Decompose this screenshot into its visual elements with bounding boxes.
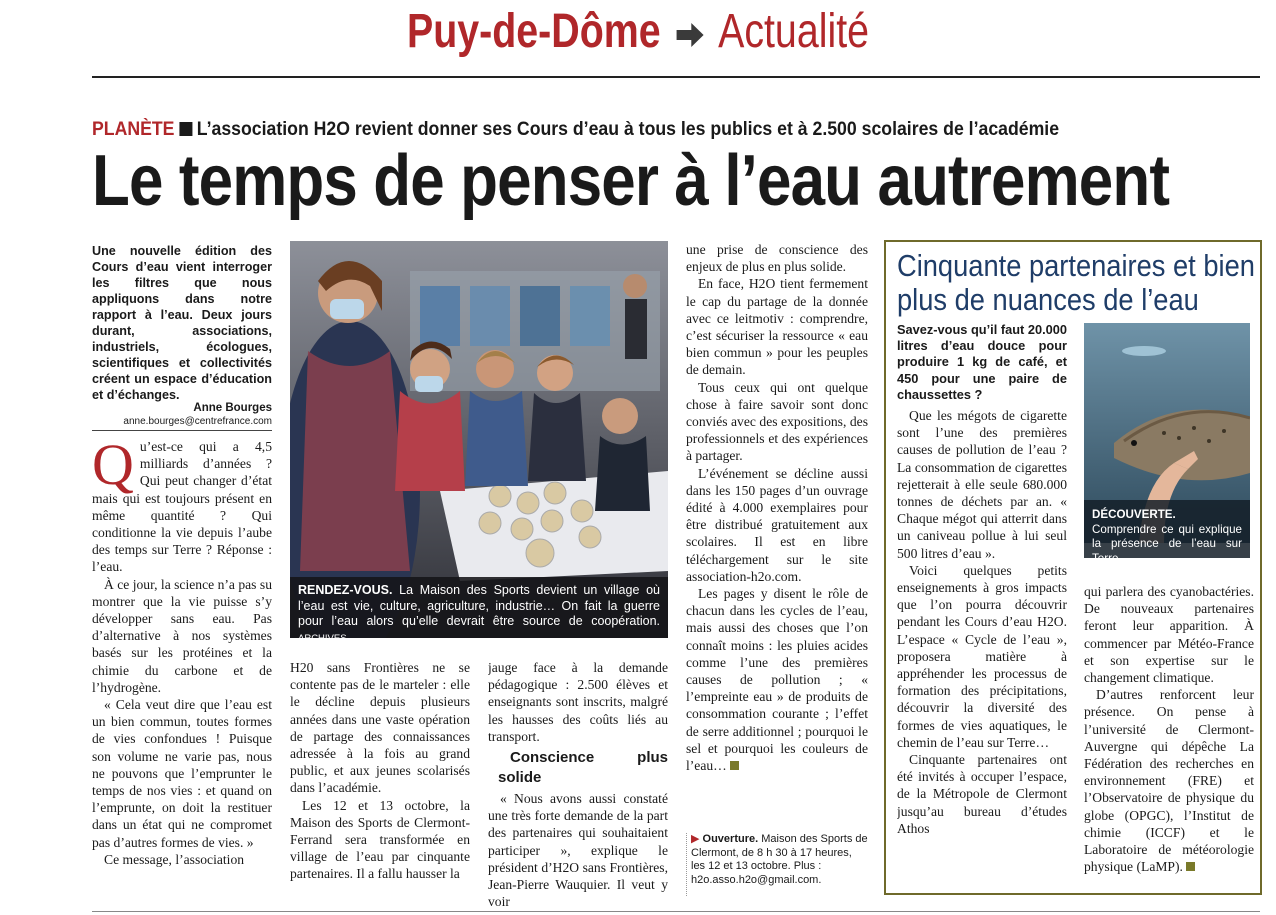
paragraph: Tous ceux qui ont quelque chose à faire savoir sont donc conviés avec des expositions, des professionnels et des expériences à partager.	[686, 379, 868, 464]
header-rule	[92, 76, 1260, 78]
paragraph: À ce jour, la science n’a pas su montrer que la vie puisse s’y développer sans eau. Pas d’alternative à nos systèmes basés sur les protéines et la chimie du carbone et de l’hydrogène.	[92, 576, 272, 695]
dropcap: Q	[92, 438, 134, 497]
subsection-title: Actualité	[718, 5, 870, 58]
article-column-2b	[488, 659, 668, 909]
caption-text: La Maison des Sports devient un village où l’eau est vie, culture, agriculture, industrie… On fait la guerre pour l’eau alors qu’elle devrait être source de coopération.	[298, 583, 661, 628]
byline-rule	[92, 430, 272, 431]
paragraph: qui parlera des cyanobactéries. De nouveaux partenaires feront leur apparition. À commencer par Météo-France et son expertise sur le changement climatique.	[1084, 584, 1254, 686]
paragraph: Que les mégots de cigarette sont l’une des premières causes de pollution de l’eau ? La consommation de cigarettes rejetterait à elle seule 680.000 tonnes de déchets par an. « Chaque mégot qui atterrit dans un caniveau pollue à lui seul 500 litres d’eau ».	[897, 408, 1067, 561]
paragraph: Ce message, l’association	[104, 851, 245, 867]
footer-rule	[92, 911, 1260, 912]
box-photo-caption	[1084, 500, 1250, 565]
box-title-line: Cinquante partenaires et bien	[897, 248, 1255, 283]
chapo: Une nouvelle édition des Cours d’eau vient interroger les filtres que nous appliquons dans notre rapport à l’eau. Deux jours durant, associations, industriels, écologues, scientifiques et collectivités créent un espace d’éducation et d’échanges.	[92, 244, 272, 402]
end-square-icon	[1186, 862, 1195, 871]
caption-label: RENDEZ-VOUS.	[298, 583, 393, 597]
photo-caption	[290, 577, 668, 644]
paragraph: Les pages y disent le rôle de chacun dans les cycles de l’eau, mais aussi des choses que l’on connaît moins : les pluies acides comme l’une des premières causes de pollution ; « l’empreinte eau » de produits de consommation courante ; l’effet de serre additionnel ; pourquoi le sel et pourquoi les couleurs de l’eau…	[686, 586, 868, 774]
practical-info-text: Maison des Sports de Clermont, de 8 h 30 à 17 heures, les 12 et 13 octobre. Plus : h2o.asso.h2o@gmail.com.	[691, 833, 868, 886]
paragraph: H20 sans Frontières ne se contente pas de le marteler : elle le décline depuis plusieurs années dans une vaste opération de partage des connaissances adressée à la fois au grand public, et aux jeunes scolarisés dans l’académie.	[290, 660, 470, 796]
kicker-text: L’association H2O revient donner ses Cours d’eau à tous les publics et à 2.500 scolaires de l’académie	[196, 119, 1060, 140]
photo-credit: ARCHIVES	[298, 632, 347, 644]
practical-info	[686, 833, 868, 896]
author-name: Anne Bourges	[193, 402, 272, 414]
paragraph: Les 12 et 13 octobre, la Maison des Sports de Clermont-Ferrand sera transformée en village de l’eau par cinquante partenaires. Il a fallu hausser la	[290, 797, 470, 882]
author-email: anne.bourges@centrefrance.com	[123, 416, 272, 427]
paragraph: « Nous avons aussi constaté une très forte demande de la part des partenaires qui souhaitaient participer », explique le président d’H2O sans Frontières, Jean-Pierre Wauquier. Il veut y voir	[488, 791, 668, 909]
paragraph: D’autres renforcent leur présence. On pense à l’université de Clermont-Auvergne qui dépêche La Fédération des recherches en environnement (FRE) et l’Observatoire de physique du globe (OPGC), l’Institut de chimie (ICCF) et le Laboratoire de météorologie physique (LaMP).	[1084, 687, 1254, 875]
box-column-1	[897, 407, 1067, 895]
arrow-right-icon	[677, 6, 705, 62]
paragraph: Cinquante partenaires ont été invités à occuper l’espace, de la Métropole de Clermont jusqu’au bureau d’études Athos	[897, 752, 1067, 836]
box-column-2	[1084, 583, 1254, 893]
caption-text: Comprendre ce qui explique la présence de l’eau sur Terre.	[1092, 522, 1242, 565]
byline	[92, 402, 272, 428]
article-column-3	[686, 241, 868, 829]
box-title	[897, 248, 1255, 317]
section-header	[115, 4, 1161, 62]
subheading: Conscience plus solide	[498, 749, 668, 787]
article-column-2a	[290, 659, 470, 909]
caption-label: DÉCOUVERTE.	[1092, 508, 1176, 521]
article-column-1	[92, 438, 272, 908]
section-title: Puy-de-Dôme	[406, 5, 661, 58]
box-title-line: plus de nuances de l’eau	[897, 282, 1199, 317]
paragraph: jauge face à la demande pédagogique : 2.500 élèves et enseignants sont inscrits, malgré les hausses des coûts liés au transport.	[488, 660, 668, 744]
square-bullet-icon	[179, 122, 192, 136]
paragraph: En face, H2O tient fermement le cap du partage de la donnée avec ce leitmotiv : comprendre, c’est sécuriser la ressource « eau bien commun » pour les peuples de demain.	[686, 276, 868, 378]
box-chapo: Savez-vous qu’il faut 20.000 litres d’eau douce pour produire 1 kg de café, et 450 pour une paire de chaussettes ?	[897, 322, 1067, 402]
paragraph: une prise de conscience des enjeux de plus en plus solide.	[686, 242, 868, 275]
practical-info-label: Ouverture.	[702, 833, 759, 845]
paragraph: L’événement se décline aussi dans les 150 pages d’un ouvrage édité à 4.000 exemplaires pour être distribué gratuitement aux scolaires. Il est en libre téléchargement sur le site association-h2o.com.	[686, 465, 868, 584]
paragraph: « Cela veut dire que l’eau est un bien commun, toutes formes de vies confondues ! Puisque son volume ne varie pas, nous ne pouvons que l’emprunter le temps de nos vies : et quand on l’emprunte, on doit la restituer dans un état qui ne compromet pas d’autres formes de vies. »	[92, 697, 272, 850]
headline: Le temps de penser à l’eau autrement	[92, 141, 1170, 221]
triangle-bullet-icon: ▶	[691, 833, 700, 845]
paragraph: u’est-ce qui a 4,5 milliards d’années ? Qui peut changer d’état mais qui est toujours présent en même quantité ? Qui conditionne la vie depuis l’aube des temps sur Terre ? Réponse : l’eau.	[92, 439, 272, 575]
end-square-icon	[730, 761, 739, 770]
paragraph: Voici quelques petits enseignements à gros impacts que l’on pourra découvrir pendant les Cours d’eau H2O. L’espace « Cycle de l’eau », proposera matière à appréhender les processus de formation des précipitations, découvrir la diversité des formes de vies aquatiques, le chemin de l’eau sur Terre…	[897, 562, 1067, 750]
kicker-keyword: PLANÈTE	[92, 119, 175, 140]
